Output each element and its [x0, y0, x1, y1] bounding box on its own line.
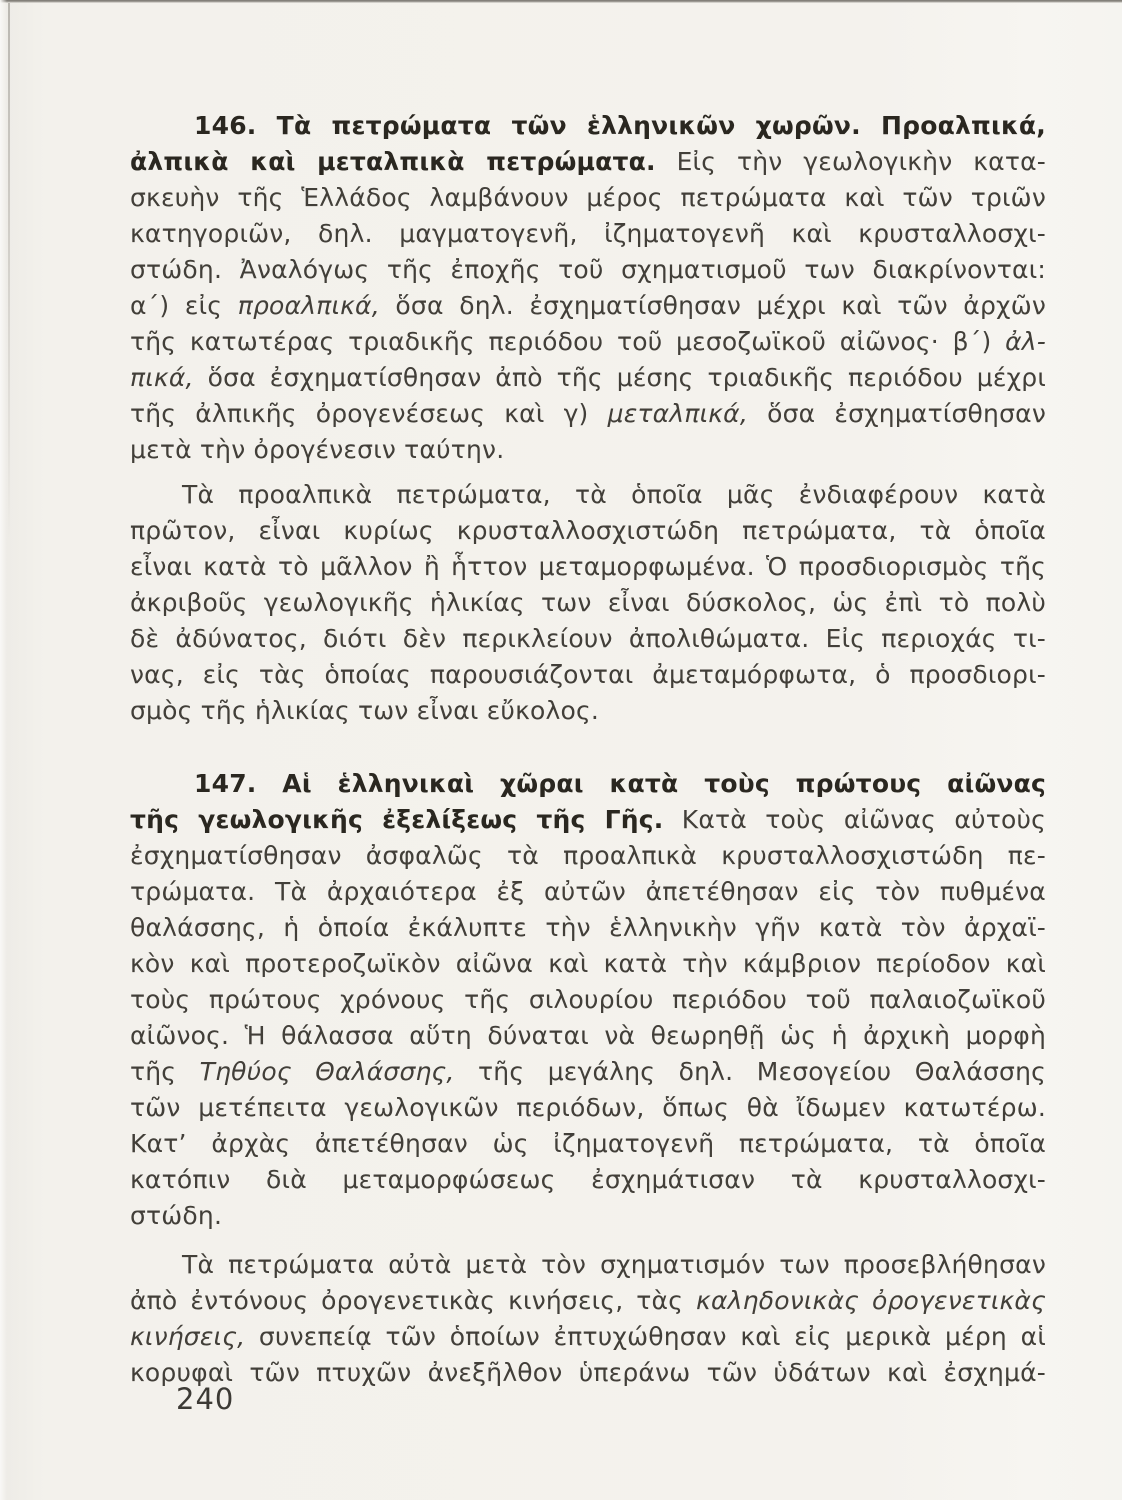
text-line	[130, 874, 1046, 910]
text-run: στώδη.	[130, 1201, 223, 1230]
text-line	[130, 1054, 1046, 1090]
text-run: μετὰ τὴν ὀρογένεσιν ταύτην.	[130, 435, 505, 464]
text-run: τῆς ἀλπικῆς ὀρογενέσεως καὶ γ)	[130, 399, 608, 428]
page-number: 240	[176, 1382, 235, 1416]
text-line	[130, 838, 1046, 874]
text-run: ὅσα ἐσχηματίσθησαν ἀπὸ τῆς μέσης τριαδικῆς περιόδου μέχρι	[193, 363, 1046, 392]
text-run: τῆς μεγάλης δηλ. Μεσογείου Θαλάσσης	[454, 1057, 1047, 1086]
text-line	[130, 1090, 1046, 1126]
text-run: 146. Τὰ πετρώματα τῶν ἑλληνικῶν χωρῶν. Προαλπικά,	[194, 111, 1046, 140]
text-run: δὲ ἀδύνατος, διότι δὲν περικλείουν ἀπολιθώματα. Εἰς περιοχάς τι-	[130, 624, 1046, 653]
text-run: θαλάσσης, ἡ ὁποία ἐκάλυπτε τὴν ἑλληνικὴν γῆν κατὰ τὸν ἀρχαϊ-	[130, 913, 1046, 942]
text-run: πρῶτον, εἶναι κυρίως κρυσταλλοσχιστώδη πετρώματα, τὰ ὁποῖα	[130, 516, 1046, 545]
text-run: α΄) εἰς	[130, 291, 238, 320]
text-run: συνεπείᾳ τῶν ὁποίων ἐπτυχώθησαν καὶ εἰς μερικὰ μέρη αἱ	[245, 1322, 1046, 1351]
text-run: τρώματα. Τὰ ἀρχαιότερα ἐξ αὐτῶν ἀπετέθησαν εἰς τὸν πυθμένα	[130, 877, 1046, 906]
text-line	[130, 1283, 1046, 1319]
text-run: τῆς κατωτέρας τριαδικῆς περιόδου τοῦ μεσοζωϊκοῦ αἰῶνος· β΄)	[130, 327, 1006, 356]
scan-margin-left	[0, 0, 7, 1500]
text-line	[130, 396, 1046, 432]
text-run: νας, εἰς τὰς ὁποίας παρουσιάζονται ἀμεταμόρφωτα, ὁ προσδιορι-	[130, 660, 1046, 689]
text-line	[130, 585, 1046, 621]
text-run: Τὰ πετρώματα αὐτὰ μετὰ τὸν σχηματισμόν των προσεβλήθησαν	[182, 1250, 1046, 1279]
text-line	[130, 288, 1046, 324]
text-run: ὅσα δηλ. ἐσχηματίσθησαν μέχρι καὶ τῶν ἀρχῶν	[379, 291, 1046, 320]
text-line	[130, 657, 1046, 693]
text-line	[130, 216, 1046, 252]
text-run: τῶν μετέπειτα γεωλογικῶν περιόδων, ὅπως θὰ ἴδωμεν κατωτέρω.	[130, 1093, 1046, 1122]
text-run: καληδονικὰς ὀρογενετικὰς	[696, 1286, 1046, 1315]
text-run: Κατὰ τοὺς αἰῶνας αὐτοὺς	[663, 805, 1046, 834]
text-line	[130, 1126, 1046, 1162]
text-run: κατόπιν διὰ μεταμορφώσεως ἐσχημάτισαν τὰ κρυσταλλοσχι-	[130, 1165, 1046, 1194]
text-run: πικά,	[130, 363, 194, 392]
text-line	[130, 1247, 1046, 1283]
text-line	[130, 1198, 1046, 1234]
paragraph-proalpika-rocks	[130, 477, 1046, 729]
text-line	[130, 621, 1046, 657]
text-line	[130, 180, 1046, 216]
text-line	[130, 1355, 1046, 1391]
text-run: κὸν καὶ προτεροζωϊκὸν αἰῶνα καὶ κατὰ τὴν κάμβριον περίοδον καὶ	[130, 949, 1046, 978]
text-run: 147. Αἱ ἑλληνικαὶ χῶραι κατὰ τοὺς πρώτους αἰῶνας	[194, 769, 1046, 798]
text-run: τῆς γεωλογικῆς ἐξελίξεως τῆς Γῆς.	[130, 805, 664, 834]
text-run: κατηγοριῶν, δηλ. μαγματογενῆ, ἰζηματογενῆ καὶ κρυσταλλοσχι-	[130, 219, 1046, 248]
text-line	[130, 766, 1046, 802]
text-run: τοὺς πρώτους χρόνους τῆς σιλουρίου περιόδου τοῦ παλαιοζωϊκοῦ	[130, 985, 1046, 1014]
text-line	[130, 693, 1046, 729]
text-line	[130, 324, 1046, 360]
text-line	[130, 802, 1046, 838]
text-line	[130, 1319, 1046, 1355]
text-line	[130, 477, 1046, 513]
text-line	[130, 946, 1046, 982]
text-run: κορυφαὶ τῶν πτυχῶν ἀνεξῆλθον ὑπεράνω τῶν ὑδάτων καὶ ἐσχημά-	[130, 1358, 1046, 1387]
text-line	[130, 252, 1046, 288]
text-run: μεταλπικά,	[607, 399, 749, 428]
text-run: ἐσχηματίσθησαν ἀσφαλῶς τὰ προαλπικὰ κρυσταλλοσχιστώδη πε-	[130, 841, 1046, 870]
text-column	[130, 108, 1046, 1391]
text-run: σμὸς τῆς ἡλικίας των εἶναι εὔκολος.	[130, 696, 600, 725]
text-line	[130, 108, 1046, 144]
text-run: κινήσεις,	[130, 1322, 246, 1351]
text-run: τῆς	[130, 1057, 200, 1086]
text-run: αἰῶνος. Ἡ θάλασσα αὕτη δύναται νὰ θεωρηθῇ ὡς ἡ ἀρχικὴ μορφὴ	[130, 1021, 1046, 1050]
text-run: Εἰς τὴν γεωλογικὴν κατα-	[655, 147, 1046, 176]
text-line	[130, 144, 1046, 180]
paragraph-section-147	[130, 766, 1046, 1234]
text-run: προαλπικά,	[237, 291, 380, 320]
text-line	[130, 982, 1046, 1018]
text-run: Κατ’ ἀρχὰς ἀπετέθησαν ὡς ἰζηματογενῆ πετρώματα, τὰ ὁποῖα	[130, 1129, 1046, 1158]
paragraph-orogenetic-movements	[130, 1247, 1046, 1391]
scan-crease-left	[8, 3, 10, 543]
text-line	[130, 513, 1046, 549]
text-run: εἶναι κατὰ τὸ μᾶλλον ἢ ἧττον μεταμορφωμένα. Ὁ προσδιορισμὸς τῆς	[130, 552, 1046, 581]
text-run: ἀκριβοῦς γεωλογικῆς ἡλικίας των εἶναι δύσκολος, ὡς ἐπὶ τὸ πολὺ	[130, 588, 1046, 617]
text-line	[130, 1162, 1046, 1198]
text-run: ἀλπικὰ καὶ μεταλπικὰ πετρώματα.	[130, 147, 656, 176]
text-run: Τὰ προαλπικὰ πετρώματα, τὰ ὁποῖα μᾶς ἐνδιαφέρουν κατὰ	[182, 480, 1046, 509]
text-run: στώδη. Ἀναλόγως τῆς ἐποχῆς τοῦ σχηματισμοῦ των διακρίνονται:	[130, 255, 1046, 284]
text-line	[130, 360, 1046, 396]
text-line	[130, 910, 1046, 946]
text-run: σκευὴν τῆς Ἑλλάδος λαμβάνουν μέρος πετρώματα καὶ τῶν τριῶν	[130, 183, 1046, 212]
scan-edge-top	[0, 0, 1122, 3]
text-run: ἀπὸ ἐντόνους ὀρογενετικὰς κινήσεις, τὰς	[130, 1286, 697, 1315]
text-line	[130, 549, 1046, 585]
text-run: Τηθύος Θαλάσσης,	[199, 1057, 455, 1086]
text-run: ὅσα ἐσχηματίσθησαν	[748, 399, 1046, 428]
text-line	[130, 1018, 1046, 1054]
text-run: ἀλ-	[1005, 327, 1046, 356]
text-line	[130, 432, 1046, 468]
paragraph-section-146	[130, 108, 1046, 468]
